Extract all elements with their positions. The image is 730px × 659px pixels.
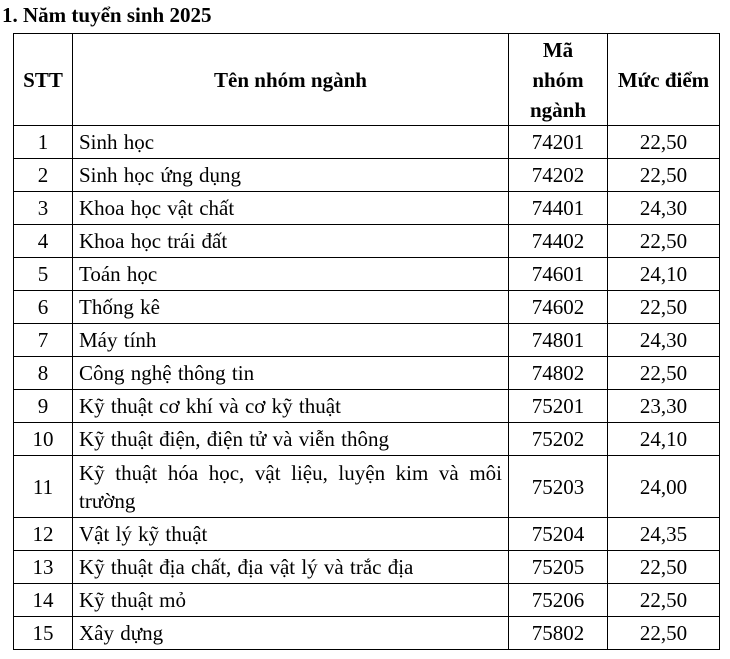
cell-score: 22,50 [608, 617, 720, 650]
cell-name: Sinh học ứng dụng [73, 159, 509, 192]
table-row [14, 126, 720, 159]
cell-score: 22,50 [608, 225, 720, 258]
cell-code: 75205 [509, 551, 608, 584]
table-row [14, 225, 720, 258]
header-code-line: nhóm [532, 67, 584, 92]
cell-stt: 4 [14, 225, 73, 258]
cell-score: 22,50 [608, 551, 720, 584]
cell-stt: 8 [14, 357, 73, 390]
cell-score: 24,35 [608, 518, 720, 551]
cell-code: 75203 [509, 456, 608, 518]
cell-stt: 2 [14, 159, 73, 192]
cell-stt: 12 [14, 518, 73, 551]
cell-stt: 10 [14, 423, 73, 456]
cell-stt: 1 [14, 126, 73, 159]
cell-name: Kỹ thuật hóa học, vật liệu, luyện kim và môi trường [73, 456, 509, 518]
admission-score-table [13, 33, 720, 650]
table-header-row [14, 34, 720, 126]
table-row [14, 456, 720, 518]
cell-code: 74601 [509, 258, 608, 291]
cell-stt: 5 [14, 258, 73, 291]
cell-score: 22,50 [608, 126, 720, 159]
cell-stt: 13 [14, 551, 73, 584]
cell-name: Kỹ thuật địa chất, địa vật lý và trắc địa [73, 551, 509, 584]
cell-score: 23,30 [608, 390, 720, 423]
cell-score: 22,50 [608, 159, 720, 192]
cell-name: Khoa học trái đất [73, 225, 509, 258]
cell-code: 75802 [509, 617, 608, 650]
table-row [14, 357, 720, 390]
cell-score: 22,50 [608, 357, 720, 390]
cell-stt: 3 [14, 192, 73, 225]
cell-score: 24,30 [608, 192, 720, 225]
cell-score: 24,00 [608, 456, 720, 518]
table-row [14, 291, 720, 324]
cell-code: 75201 [509, 390, 608, 423]
cell-code: 74602 [509, 291, 608, 324]
cell-score: 22,50 [608, 291, 720, 324]
cell-stt: 15 [14, 617, 73, 650]
cell-name: Kỹ thuật cơ khí và cơ kỹ thuật [73, 390, 509, 423]
cell-score: 22,50 [608, 584, 720, 617]
table-row [14, 617, 720, 650]
cell-name: Máy tính [73, 324, 509, 357]
cell-code: 75204 [509, 518, 608, 551]
cell-stt: 7 [14, 324, 73, 357]
cell-name: Xây dựng [73, 617, 509, 650]
cell-code: 74201 [509, 126, 608, 159]
cell-stt: 14 [14, 584, 73, 617]
cell-stt: 11 [14, 456, 73, 518]
cell-name: Vật lý kỹ thuật [73, 518, 509, 551]
cell-code: 74202 [509, 159, 608, 192]
table-row [14, 584, 720, 617]
table-row [14, 159, 720, 192]
cell-stt: 6 [14, 291, 73, 324]
cell-code: 75202 [509, 423, 608, 456]
cell-stt: 9 [14, 390, 73, 423]
header-stt: STT [14, 34, 73, 126]
header-code-line: ngành [529, 97, 587, 122]
cell-name: Toán học [73, 258, 509, 291]
header-code-line: Mã [542, 37, 574, 62]
table-row [14, 423, 720, 456]
cell-code: 74402 [509, 225, 608, 258]
table-row [14, 258, 720, 291]
cell-name: Kỹ thuật mỏ [73, 584, 509, 617]
cell-code: 74401 [509, 192, 608, 225]
cell-score: 24,10 [608, 423, 720, 456]
section-heading: 1. Năm tuyển sinh 2025 [2, 3, 212, 27]
table-row [14, 551, 720, 584]
cell-name: Khoa học vật chất [73, 192, 509, 225]
header-score: Mức điểm [608, 34, 720, 126]
cell-code: 74801 [509, 324, 608, 357]
table-row [14, 192, 720, 225]
header-code [509, 34, 608, 126]
cell-code: 75206 [509, 584, 608, 617]
header-name: Tên nhóm ngành [73, 34, 509, 126]
table-row [14, 518, 720, 551]
cell-name: Kỹ thuật điện, điện tử và viễn thông [73, 423, 509, 456]
cell-code: 74802 [509, 357, 608, 390]
cell-name: Sinh học [73, 126, 509, 159]
table-row [14, 324, 720, 357]
table-row [14, 390, 720, 423]
cell-name: Công nghệ thông tin [73, 357, 509, 390]
cell-name: Thống kê [73, 291, 509, 324]
cell-score: 24,10 [608, 258, 720, 291]
table-body [14, 126, 720, 650]
cell-score: 24,30 [608, 324, 720, 357]
